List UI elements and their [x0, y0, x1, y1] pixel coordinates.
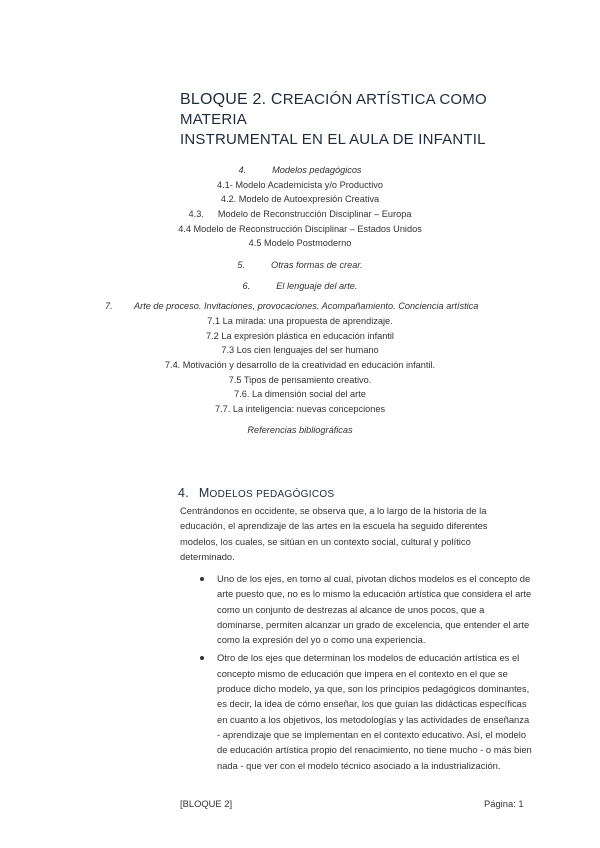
toc-item-7-6[interactable]: 7.6. La dimensión social del arte [234, 389, 366, 399]
toc-item-5[interactable]: 5. Otras formas de crear. [237, 260, 363, 270]
list-item: Otro de los ejes que determinan los modelos de educación artística es el concepto mismo de educación que impera en el contexto en el que se produce dicho modelo, ya que, son los principios pedagógicos dominantes, es decir, la idea de cómo enseñar, los que guían las didácticas específicas en cuanto a los objetivos, los metodologías y las actividades de enseñanza - aprendizaje que se implementan en el contexto educativo. Así, el modelo de educación artística propio del renacimiento, no tiene mucho - o más bien nada - que ver con el modelo técnico asociado a la industrialización. [200, 650, 532, 772]
footer-block-label: [BLOQUE 2] [180, 798, 233, 809]
bullet-icon [200, 577, 204, 581]
bullet-list [200, 571, 532, 773]
toc-item-4-2[interactable]: 4.2. Modelo de Autoexpresión Creativa [220, 194, 380, 204]
document-title [180, 90, 540, 150]
toc-item-4-4[interactable]: 4.4 Modelo de Reconstrucción Disciplinar – Estados Unidos [178, 224, 422, 234]
bullet-icon [200, 656, 204, 660]
toc-item-7-7[interactable]: 7.7. La inteligencia: nuevas concepciones [214, 404, 386, 414]
list-item: Uno de los ejes, en torno al cual, pivotan dichos modelos es el concepto de arte puesto que, no es lo mismo la educación artística que considera el arte como un conjunto de destrezas al alcance de unos pocos, que a dominarse, permiten alcanzar un grado de excelencia, que entender el arte como la expresión del yo o como una experiencia. [200, 571, 532, 647]
toc-item-4-3[interactable]: 4.3. Modelo de Reconstrucción Disciplinar – Europa [188, 209, 412, 219]
section-heading: 4. MODELOS PEDAGÓGICOS [178, 486, 335, 500]
toc-item-7-4[interactable]: 7.4. Motivación y desarrollo de la creatividad en educación infantil. [164, 360, 436, 370]
toc-item-7[interactable]: 7. Arte de proceso. Invitaciones, provocaciones. Acompañamiento. Conciencia artística [105, 301, 479, 311]
toc-item-7-1[interactable]: 7.1 La mirada: una propuesta de aprendizaje. [207, 316, 393, 326]
toc-item-4-1[interactable]: 4.1- Modelo Academicista y/o Productivo [217, 180, 383, 190]
toc-item-4-5[interactable]: 4.5 Modelo Postmoderno [248, 238, 352, 248]
title-line-2: INSTRUMENTAL EN EL AULA DE INFANTIL [180, 131, 486, 148]
toc-item-6[interactable]: 6. El lenguaje del arte. [242, 281, 358, 291]
footer-page-number: Página: 1 [484, 798, 524, 809]
toc-item-7-3[interactable]: 7.3 Los cien lenguajes del ser humano [221, 345, 379, 355]
toc-item-4[interactable]: 4. Modelos pedagógicos [238, 165, 362, 175]
title-line-1: BLOQUE 2. CREACIÓN ARTÍSTICA COMO MATERIA [180, 91, 487, 128]
toc-references[interactable]: Referencias bibliográficas [247, 425, 353, 435]
toc-item-7-2[interactable]: 7.2 La expresión plástica en educación infantil [206, 331, 394, 341]
intro-paragraph: Centrándonos en occidente, se observa que, a lo largo de la historia de la educación, el aprendizaje de las artes en la escuela ha seguido diferentes modelos, los cuales, se sitúan en un contexto social, cultural y político determinado. [180, 505, 488, 562]
toc-item-7-5[interactable]: 7.5 Tipos de pensamiento creativo. [228, 375, 372, 385]
